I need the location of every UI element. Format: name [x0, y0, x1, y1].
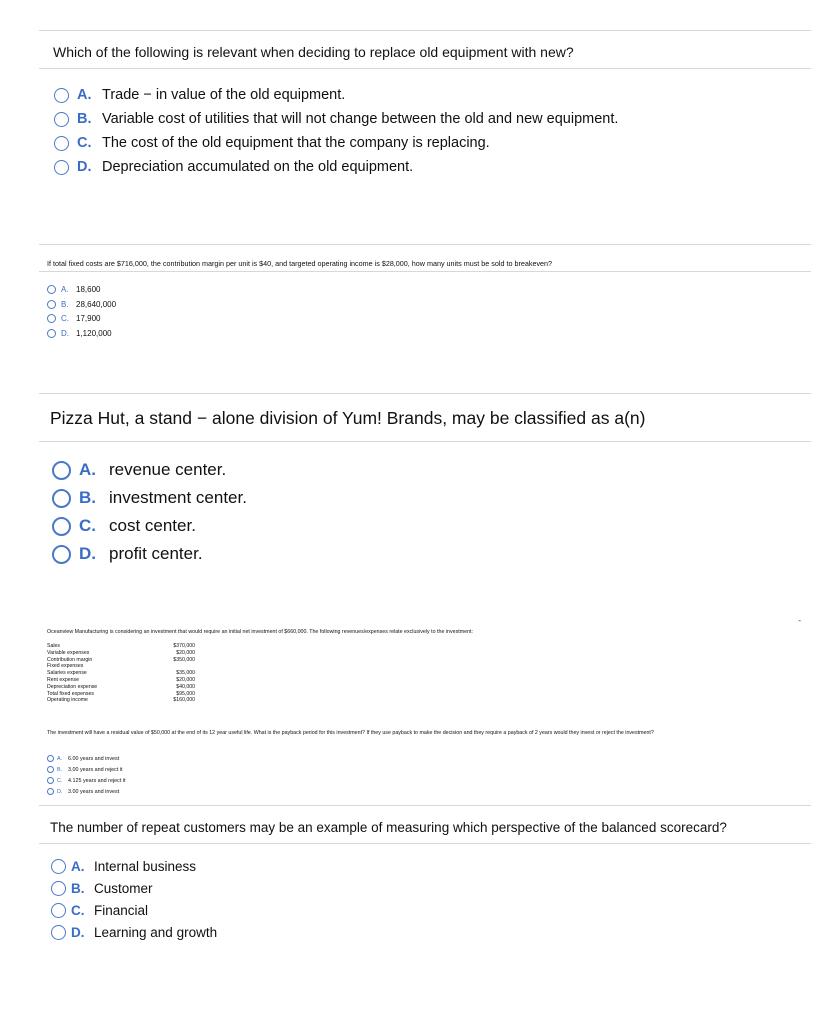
radio-button[interactable]: [47, 788, 54, 795]
table-row: [47, 670, 195, 677]
question-3-option-d[interactable]: [52, 544, 203, 564]
row-label: Rent expense: [47, 676, 80, 683]
table-row: [47, 663, 195, 670]
option-letter: D.: [77, 159, 92, 175]
option-letter: A.: [79, 460, 96, 479]
question-1-option-a[interactable]: [54, 87, 345, 103]
question-1-option-b[interactable]: [54, 111, 618, 127]
table-row: [47, 677, 195, 684]
radio-button[interactable]: [47, 300, 56, 309]
question-2-option-b[interactable]: [47, 300, 116, 309]
radio-button[interactable]: [52, 545, 71, 564]
question-4-option-b[interactable]: [47, 766, 123, 773]
option-text: cost center.: [109, 516, 196, 535]
divider: [39, 441, 811, 442]
option-letter: B.: [71, 881, 85, 896]
option-text: 4.125 years and reject it: [68, 777, 126, 784]
table-row: [47, 684, 195, 691]
option-text: Learning and growth: [94, 925, 218, 940]
option-letter: C.: [79, 516, 96, 535]
option-letter: D.: [71, 925, 85, 940]
row-label: Fixed expenses: [47, 663, 84, 670]
divider: [39, 843, 811, 844]
row-amount: $20,000: [176, 649, 195, 656]
question-4-stem: Oceanview Manufacturing is considering an investment that would require an initial net investment of $660,000. The following revenues/expenses relate exclusively to the investment:: [47, 629, 473, 635]
radio-button[interactable]: [47, 755, 54, 762]
row-amount: $350,000: [173, 656, 195, 663]
option-letter: D.: [79, 544, 96, 563]
question-1-stem: Which of the following is relevant when deciding to replace old equipment with new?: [53, 44, 574, 60]
radio-button[interactable]: [51, 881, 66, 896]
row-amount: $95,000: [176, 690, 195, 697]
option-text: Trade − in value of the old equipment.: [102, 87, 346, 103]
option-text: 17,900: [76, 314, 101, 323]
table-row: [47, 691, 195, 698]
radio-button[interactable]: [47, 777, 54, 784]
option-text: 18,600: [76, 285, 101, 294]
radio-button[interactable]: [47, 314, 56, 323]
question-4-option-a[interactable]: [47, 755, 119, 762]
question-3-stem: Pizza Hut, a stand − alone division of Yum! Brands, may be classified as a(n): [50, 408, 646, 428]
row-amount: $20,000: [176, 676, 195, 683]
option-letter: B.: [79, 488, 96, 507]
question-4-option-c[interactable]: [47, 777, 126, 784]
financial-table: [47, 643, 195, 704]
question-3-option-b[interactable]: [52, 488, 247, 508]
option-letter: C.: [71, 903, 85, 918]
option-letter: C.: [61, 314, 69, 323]
divider: [39, 68, 811, 69]
question-4-option-d[interactable]: [47, 788, 119, 795]
divider: [39, 244, 811, 245]
question-4-text: The investment will have a residual value of $50,000 at the end of its 12 year useful life. What is the payback period for this investment? If they use payback to make the decision and they require a payback of 2 years would they invest or reject the investment?: [47, 730, 654, 736]
radio-button[interactable]: [54, 88, 69, 103]
row-label: Contribution margin: [47, 656, 93, 663]
row-label: Variable expenses: [47, 649, 90, 656]
option-text: Internal business: [94, 859, 197, 874]
divider: [39, 805, 811, 806]
option-letter: D.: [61, 329, 69, 338]
option-letter: A.: [61, 285, 69, 294]
question-3-option-c[interactable]: [52, 516, 196, 536]
radio-button[interactable]: [51, 859, 66, 874]
option-text: The cost of the old equipment that the company is replacing.: [102, 135, 490, 151]
dash-mark: -: [798, 616, 801, 625]
question-2-stem: If total fixed costs are $716,000, the contribution margin per unit is $40, and targeted operating income is $28,000, how many units must be sold to breakeven?: [47, 259, 553, 268]
option-text: revenue center.: [109, 460, 227, 479]
table-row: [47, 657, 195, 664]
question-2-option-a[interactable]: [47, 285, 100, 294]
option-letter: B.: [77, 111, 92, 127]
question-1-option-c[interactable]: [54, 135, 490, 151]
divider: [39, 393, 811, 394]
row-label: Total fixed expenses: [47, 690, 95, 697]
option-text: Customer: [94, 881, 153, 896]
question-5-option-b[interactable]: [51, 881, 153, 896]
option-text: Variable cost of utilities that will not change between the old and new equipment.: [102, 111, 619, 127]
row-amount: $370,000: [173, 643, 195, 649]
divider: [39, 30, 811, 31]
row-amount: $35,000: [176, 670, 195, 677]
option-letter: B.: [57, 766, 63, 773]
row-label: Depreciation expense: [47, 683, 98, 690]
table-row: [47, 650, 195, 657]
option-letter: A.: [71, 859, 85, 874]
option-text: 1,120,000: [76, 329, 112, 338]
question-3-option-a[interactable]: [52, 460, 226, 480]
radio-button[interactable]: [52, 461, 71, 480]
row-amount: $160,000: [173, 697, 195, 704]
option-text: 3.00 years and invest: [68, 788, 120, 795]
option-letter: A.: [57, 755, 63, 762]
row-label: Salaries expense: [47, 670, 87, 677]
option-text: investment center.: [109, 488, 247, 507]
option-letter: B.: [61, 300, 69, 309]
row-amount: $40,000: [176, 683, 195, 690]
question-5-option-a[interactable]: [51, 859, 196, 874]
option-letter: D.: [57, 788, 63, 795]
radio-button[interactable]: [47, 766, 54, 773]
radio-button[interactable]: [54, 136, 69, 151]
question-1-option-d[interactable]: [54, 159, 413, 175]
option-text: 3.00 years and reject it: [68, 766, 123, 773]
option-letter: C.: [57, 777, 63, 784]
radio-button[interactable]: [54, 112, 69, 127]
row-label: Sales: [47, 643, 60, 649]
option-text: Financial: [94, 903, 149, 918]
question-5-stem: The number of repeat customers may be an example of measuring which perspective of the balanced scorecard?: [50, 820, 727, 835]
question-2-option-c[interactable]: [47, 314, 100, 323]
radio-button[interactable]: [47, 329, 56, 338]
divider: [39, 271, 811, 272]
question-2-option-d[interactable]: [47, 329, 112, 338]
question-5-option-d[interactable]: [51, 925, 217, 940]
radio-button[interactable]: [54, 160, 69, 175]
option-letter: C.: [77, 135, 92, 151]
row-amount: [155, 663, 195, 670]
table-row: [47, 643, 195, 650]
radio-button[interactable]: [51, 903, 66, 918]
radio-button[interactable]: [47, 285, 56, 294]
option-text: 6.00 years and invest: [68, 755, 120, 762]
option-letter: A.: [77, 87, 92, 103]
radio-button[interactable]: [51, 925, 66, 940]
option-text: 28,640,000: [76, 300, 117, 309]
question-5-option-c[interactable]: [51, 903, 148, 918]
option-text: profit center.: [109, 544, 203, 563]
radio-button[interactable]: [52, 517, 71, 536]
row-label: Operating income: [47, 697, 88, 704]
table-row: [47, 697, 195, 704]
option-text: Depreciation accumulated on the old equipment.: [102, 159, 414, 175]
radio-button[interactable]: [52, 489, 71, 508]
